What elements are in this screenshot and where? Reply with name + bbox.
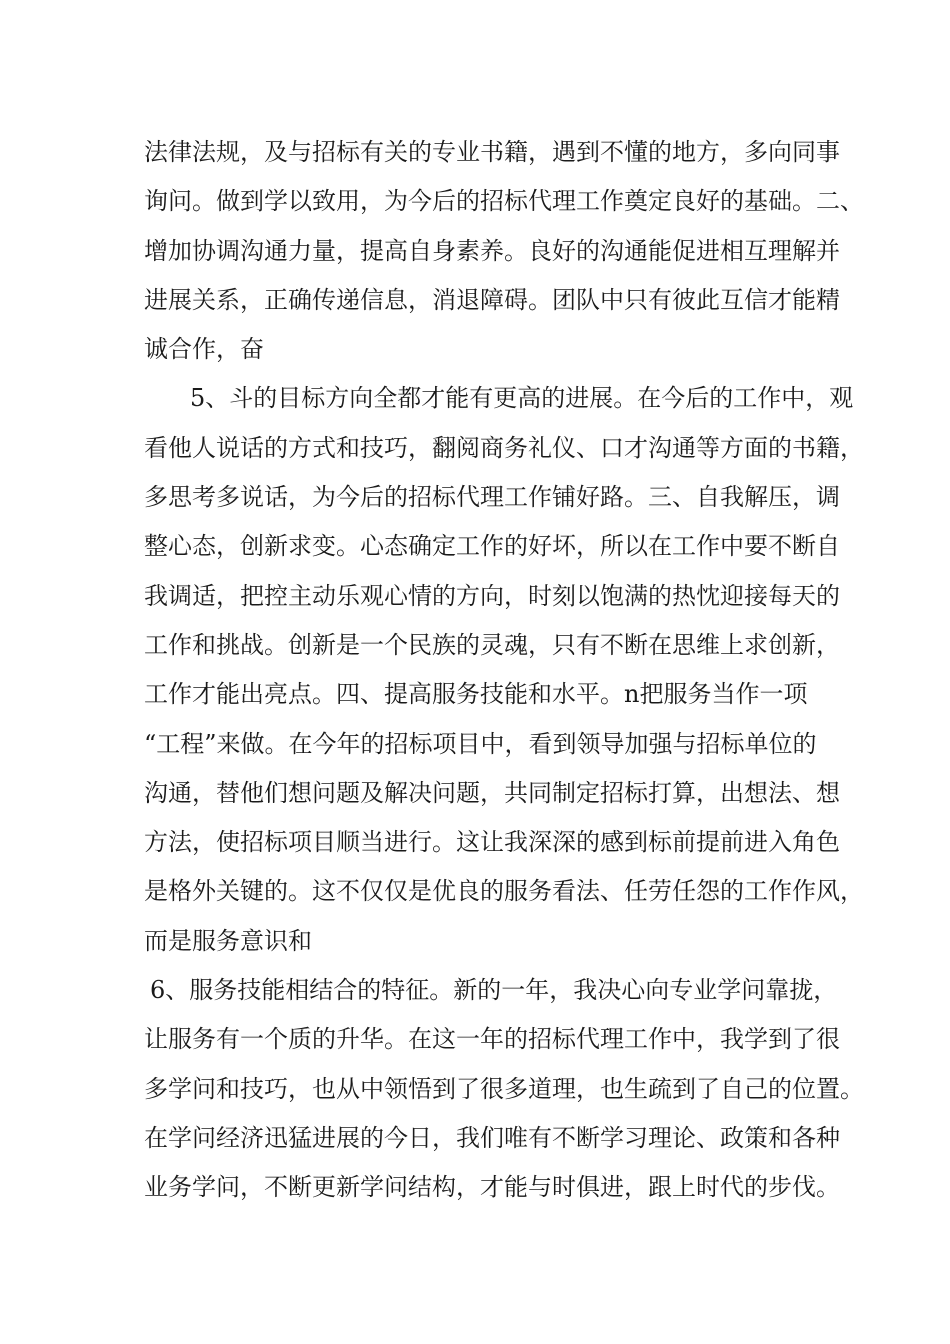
text-line: 诚合作，奋 (144, 335, 264, 364)
text-line: 看他人说话的方式和技巧，翻阅商务礼仪、口才沟通等方面的书籍， (144, 433, 864, 462)
text-line: 询问。做到学以致用，为今后的招标代理工作奠定良好的基础。二、 (144, 187, 864, 216)
text-line: 法律法规，及与招标有关的专业书籍，遇到不懂的地方，多向同事 (144, 138, 840, 166)
text-line: 在学问经济迅猛进展的今日，我们唯有不断学习理论、政策和各种 (144, 1123, 840, 1152)
paragraph-5-start: 5、斗的目标方向全都才能有更高的进展。在今后的工作中，观 (190, 384, 854, 413)
paragraph-6-start: 6、服务技能相结合的特征。新的一年，我决心向专业学问靠拢， (150, 976, 838, 1005)
text-line: 整心态，创新求变。心态确定工作的好坏，所以在工作中要不断自 (144, 532, 840, 561)
text-line: 方法，使招标项目顺当进行。这让我深深的感到标前提前进入角色 (144, 828, 840, 857)
text-line: 让服务有一个质的升华。在这一年的招标代理工作中，我学到了很 (144, 1025, 840, 1054)
text-line: 进展关系，正确传递信息，消退障碍。团队中只有彼此互信才能精 (144, 285, 840, 314)
text-line: “工程”来做。在今年的招标项目中，看到领导加强与招标单位的 (144, 729, 817, 758)
text-line: 业务学问，不断更新学问结构，才能与时俱进，跟上时代的步伐。 (144, 1173, 840, 1202)
text-line: 沟通，替他们想问题及解决问题，共同制定招标打算，出想法、想 (144, 778, 840, 807)
text-line: 多学问和技巧，也从中领悟到了很多道理，也生疏到了自己的位置。 (144, 1074, 864, 1103)
text-line: 工作才能出亮点。四、提高服务技能和水平。n把服务当作一项 (144, 680, 808, 709)
text-line: 而是服务意识和 (144, 926, 312, 955)
text-line: 工作和挑战。创新是一个民族的灵魂，只有不断在思维上求创新， (144, 630, 840, 659)
text-line: 是格外关键的。这不仅仅是优良的服务看法、任劳任怨的工作作风， (144, 877, 864, 906)
document-body (144, 128, 864, 1213)
text-line: 我调适，把控主动乐观心情的方向，时刻以饱满的热忱迎接每天的 (144, 581, 840, 610)
text-line: 增加协调沟通力量，提高自身素养。良好的沟通能促进相互理解并 (144, 236, 840, 265)
text-line: 多思考多说话，为今后的招标代理工作铺好路。三、自我解压，调 (144, 483, 840, 512)
